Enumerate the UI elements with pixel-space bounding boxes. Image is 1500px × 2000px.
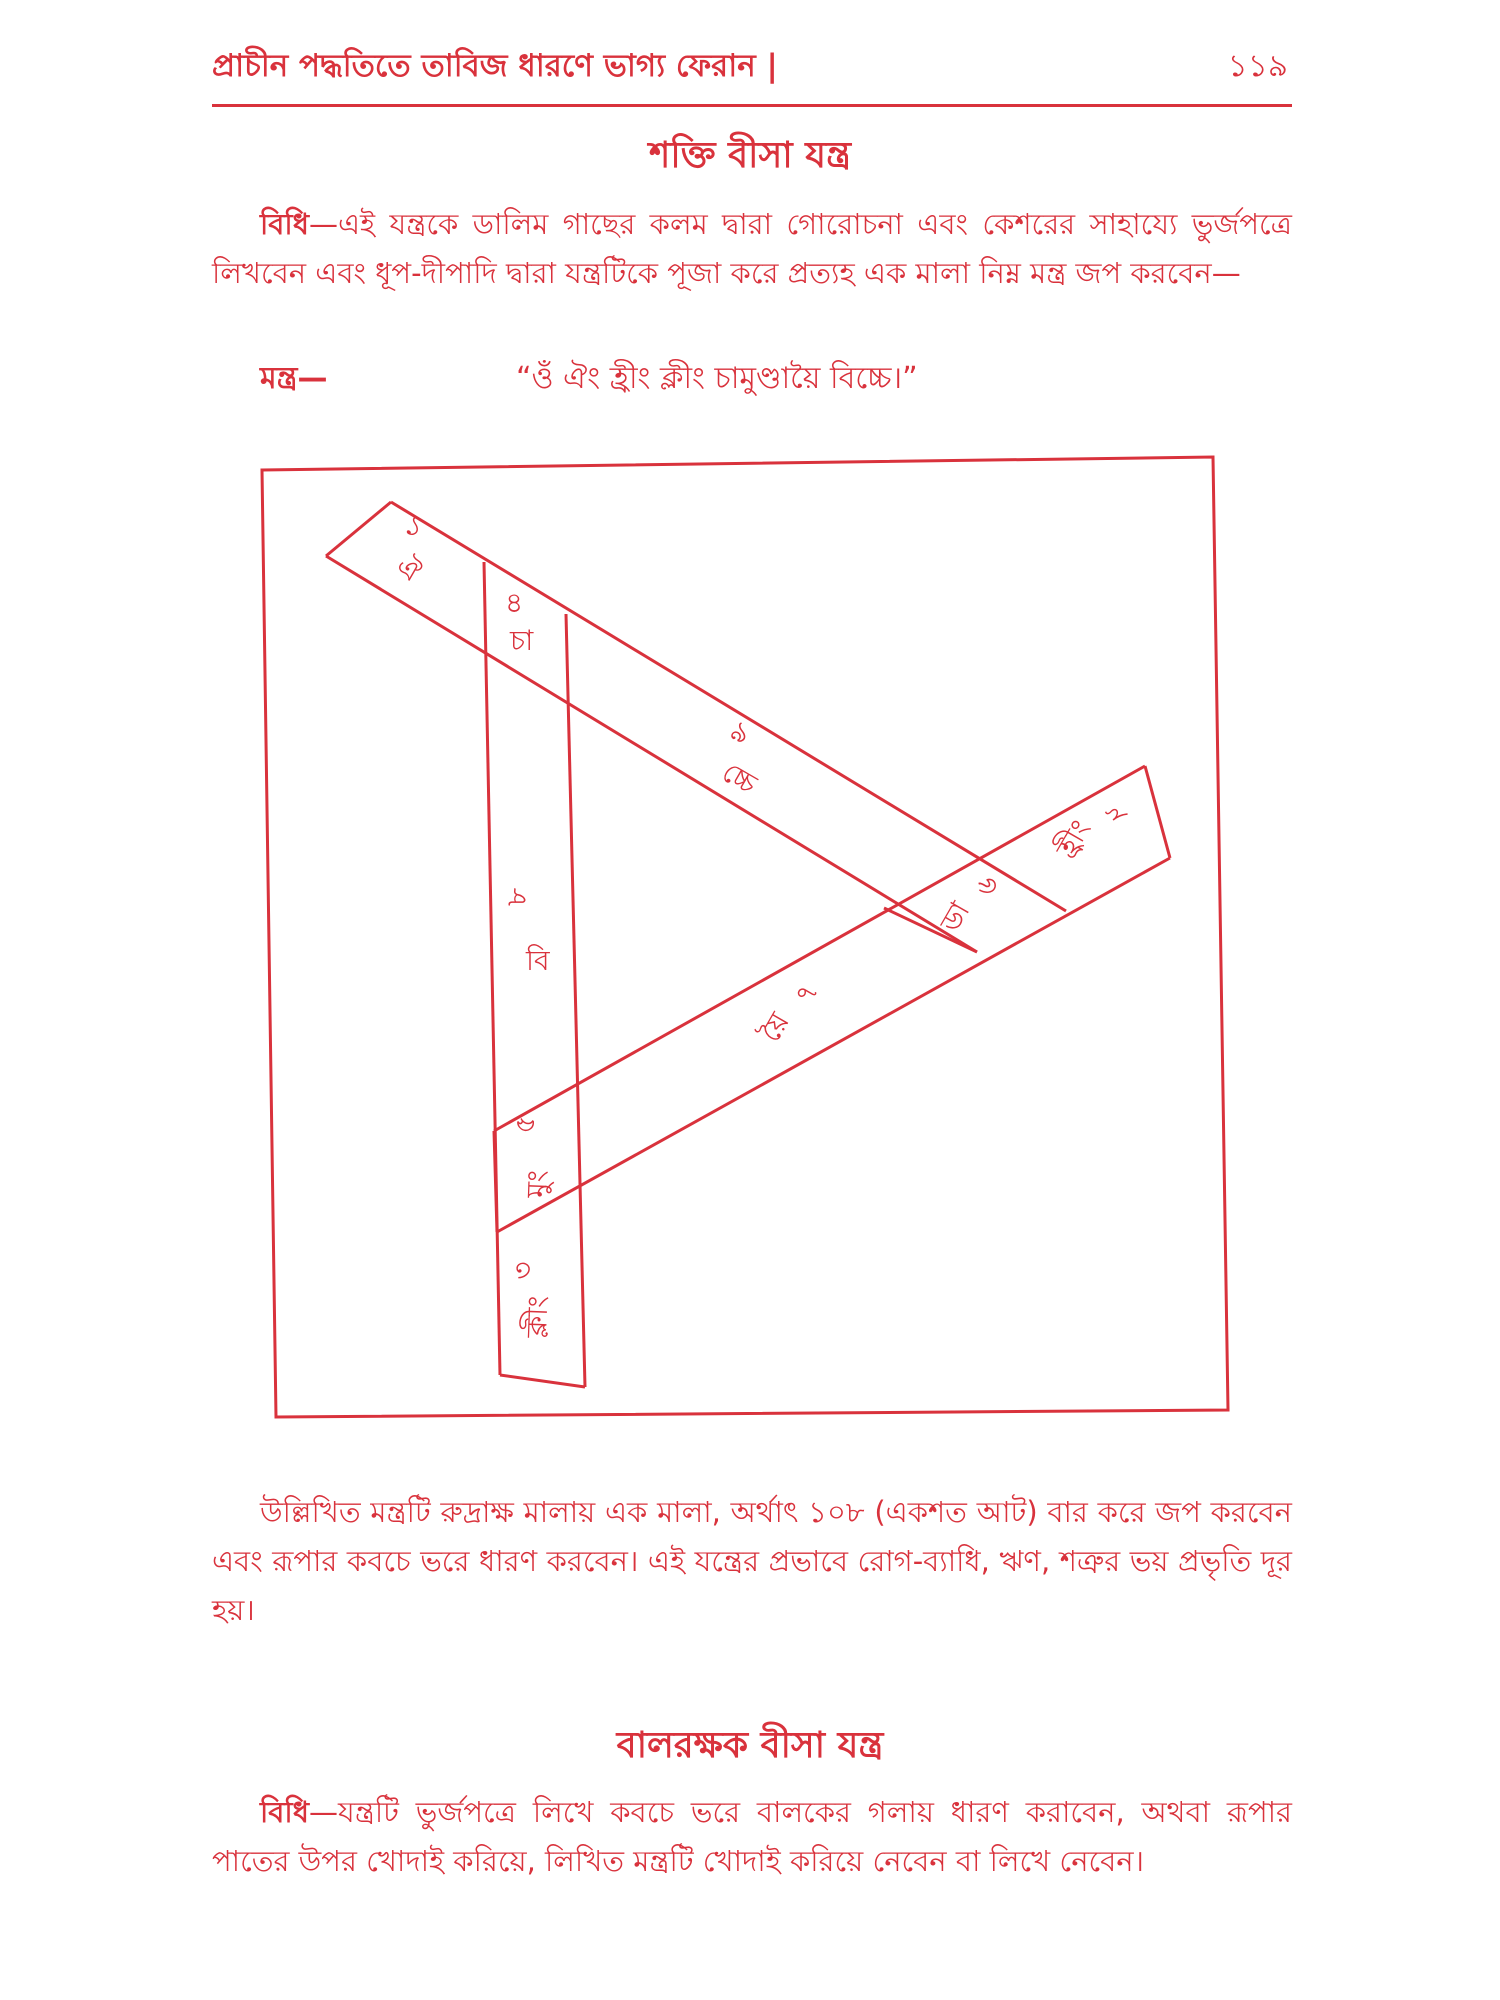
band-vertical-left-edge <box>484 562 500 1375</box>
method-label: বিধি <box>260 207 309 241</box>
cell-1-number: ১ <box>398 507 431 546</box>
cell-6-number: ৬ <box>967 869 1006 902</box>
section-title-balarakshak-yantra: বালরক্ষক বীসা যন্ত্র <box>616 1725 884 1766</box>
band-diagonal-lower-edge <box>326 556 977 952</box>
band-diagonal-upper-edge <box>391 502 1066 911</box>
method-text: —এই যন্ত্রকে ডালিম গাছের কলম দ্বারা গোরোচনা এবং কেশরের সাহায্যে ভুর্জপত্রে লিখবেন এবং ধূপ-দীপাদি দ্বারা যন্ত্রটিকে পূজা করে প্রত্যহ এক মালা নিম্ন মন্ত্র জপ করবেন— <box>212 207 1292 290</box>
cell-5-syllable: মুং <box>520 1169 554 1199</box>
cell-7-syllable: য়ৈ <box>753 1006 796 1048</box>
method-label-2: বিধি <box>260 1795 309 1829</box>
method-paragraph-2 <box>212 1788 1292 1886</box>
band-vertical-end <box>500 1375 585 1387</box>
cell-2-number: ২ <box>1095 797 1134 830</box>
cell-5-number: ৫ <box>508 1114 542 1135</box>
band-rising-lower-edge <box>497 858 1170 1232</box>
cell-9-syllable: চ্চে <box>716 755 763 801</box>
mantra-label: মন্ত্র— <box>260 361 328 396</box>
cell-2-syllable: হ্রীং <box>1049 814 1098 864</box>
running-header-title: প্রাচীন পদ্ধতিতে তাবিজ ধারণে ভাগ্য ফেরান | <box>212 48 778 84</box>
cell-9-number: ৯ <box>724 713 757 752</box>
cell-4-syllable: চা <box>510 624 534 657</box>
band-vertical-right-edge <box>566 614 585 1387</box>
yantra-benefit-text: উল্লিখিত মন্ত্রটি রুদ্রাক্ষ মালায় এক মালা, অর্থাৎ ১০৮ (একশত আট) বার করে জপ করবেন এবং রূপার কবচে ভরে ধারণ করবেন। এই যন্ত্রের প্রভাবে রোগ-ব্যাধি, ঋণ, শত্রুর ভয় প্রভৃতি দূর হয়। <box>212 1495 1292 1627</box>
method-text-2: —যন্ত্রটি ভুর্জপত্রে লিখে কবচে ভরে বালকের গলায় ধারণ করাবেন, অথবা রূপার পাতের উপর খোদাই করিয়ে, লিখিত মন্ত্রটি খোদাই করিয়ে নেবেন বা লিখে নেবেন। <box>212 1795 1292 1878</box>
cell-6-syllable: ডা <box>933 896 977 938</box>
cell-1-syllable: ঐ <box>390 549 427 590</box>
mantra-text: “ওঁ ঐং হ্রীং ক্লীং চামুণ্ডায়ৈ বিচ্চে।” <box>516 361 918 396</box>
cell-8-number: ৮ <box>500 887 533 906</box>
cell-7-number: ৭ <box>787 977 826 1010</box>
section-title-shakti-yantra: শক্তি বীসা যন্ত্র <box>649 135 851 176</box>
band-diagonal-end <box>326 502 391 556</box>
band-rising-upper-edge <box>494 766 1145 1131</box>
cell-3-syllable: ক্লীং <box>520 1295 555 1339</box>
band-rising-end <box>1145 766 1170 858</box>
cell-3-number: ৩ <box>506 1260 540 1281</box>
yantra-frame <box>262 457 1228 1417</box>
cell-4-number: ৪ <box>505 586 524 619</box>
page-number: ১১৯ <box>1227 48 1288 84</box>
yantra-benefit-paragraph <box>212 1488 1292 1635</box>
cell-8-syllable: বি <box>526 944 550 977</box>
